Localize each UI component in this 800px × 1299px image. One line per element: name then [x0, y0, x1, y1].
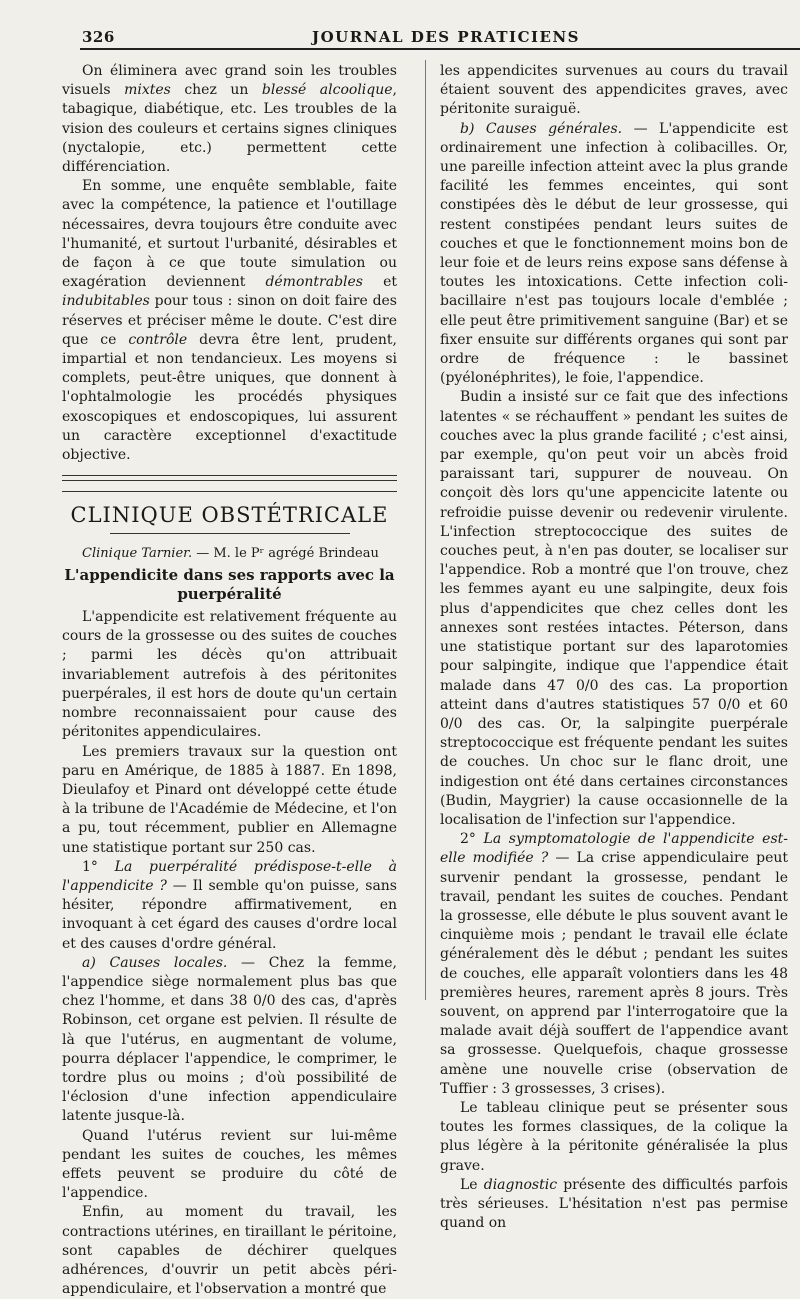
section-rule-thin — [62, 491, 397, 492]
paragraph: Le tableau clinique peut se présenter sous toutes les formes classiques, de la colique la plus légère à la péritonite généralisée la plus grave. — [440, 1099, 788, 1174]
article-subtitle: L'appendicite dans ses rapports avec la puerpéralité — [64, 565, 395, 603]
paragraph: Les premiers travaux sur la question ont paru en Amérique, de 1885 à 1887. En 1898, Dieulafoy et Pinard ont développé cette étude à la tribune de l'Académie de Médecine, et l'on a pu, tout récemment, publier en Allemagne une statistique portant sur 250 cas. — [62, 743, 397, 856]
paragraph: On éliminera avec grand soin les troubles visuels mixtes chez un blessé alcoolique, tabagique, diabétique, etc. Les troubles de la vision des couleurs et certains signes cliniques (nyctalopie, etc.) permettent cette différenciation. — [62, 63, 397, 176]
running-head: JOURNAL DES PRATICIENS — [312, 28, 580, 46]
paragraph: 1° La puerpéralité prédispose-t-elle à l'appendicite ? — Il semble qu'on puisse, sans hésiter, répondre affirmativement, en invoquant à cet égard des causes d'ordre local et des causes d'ordre général. — [62, 858, 397, 952]
right-column — [440, 62, 788, 1233]
page-header — [0, 0, 800, 50]
page-number: 326 — [82, 28, 115, 46]
left-column — [62, 62, 397, 1299]
paragraph: b) Causes générales. — L'appendicite est ordinairement une infection à colibacilles. Or, une pareille infection atteint avec la plus grande facilité les femmes enceintes, qui sont constipées dès le début de leur grossesse, qui restent constipées pendant leurs suites de couches et que le fonctionnement moins bon de leur foie et de leurs reins expose sans défense à toutes les intoxications. Cette infection coli-bacillaire n'est pas toujours locale d'emblée ; elle peut être primitivement sanguine (Bar) et se fixer ensuite sur différents organes qui sont par ordre de fréquence : le bassinet (pyélonéphrites), le foie, l'appendice. — [440, 120, 788, 387]
paragraph: L'appendicite est relativement fréquente au cours de la grossesse ou des suites de couches ; parmi les décès qu'on attribuait invariablement autrefois à des péritonites puerpérales, il est hors de doute qu'un certain nombre reconnaissaient pour cause des péritonites appendiculaires. — [62, 609, 397, 741]
section-rule-short — [110, 533, 350, 534]
article-byline: Clinique Tarnier. — M. le Pʳ agrégé Brindeau — [82, 546, 379, 562]
column-divider — [425, 60, 426, 1000]
paragraph: 2° La symptomatologie de l'appendicite est-elle modifiée ? — La crise appendiculaire peut survenir pendant la grossesse, pendant le travail, pendant les suites de couches. Pendant la grossesse, elle débute le plus souvent avant le cinquième mois ; pendant le travail elle éclate généralement dès le début ; pendant les suites de couches, elle apparaît volontiers dans les 48 premières heures, rarement après 8 jours. Très souvent, on apprend par l'interrogatoire que la malade avait déjà souffert de l'appendice avant sa grossesse. Quelquefois, chaque grossesse amène une nouvelle crise (observation de Tuffier : 3 grossesses, 3 crises). — [440, 831, 788, 1097]
header-rule — [80, 48, 800, 50]
paragraph: Enfin, au moment du travail, les contractions utérines, en tiraillant le péritoine, sont capables de déchirer quelques adhérences, d'ouvrir un petit abcès péri-appendiculaire, et l'observation a montré que — [62, 1204, 397, 1298]
paragraph: Quand l'utérus revient sur lui-même pendant les suites de couches, les mêmes effets peuvent se produire du côté de l'appendice. — [62, 1127, 397, 1202]
paragraph: Le diagnostic présente des difficultés parfois très sérieuses. L'hésitation n'est pas permise quand on — [440, 1176, 788, 1232]
paragraph: a) Causes locales. — Chez la femme, l'appendice siège normalement plus bas que chez l'homme, et dans 38 0/0 des cas, d'après Robinson, cet organe est pelvien. Il résulte de là que l'utérus, en augmentant de volume, pourra déplacer l'appendice, le comprimer, le tordre plus ou moins ; d'où possibilité de l'éclosion d'une infection appendiculaire latente jusque-là. — [62, 954, 397, 1125]
section-title: CLINIQUE OBSTÉTRICALE — [70, 503, 389, 528]
section-rule-double — [62, 475, 397, 481]
paragraph: En somme, une enquête semblable, faite avec la compétence, la patience et l'outillage nécessaires, devra toujours être conduite avec l'humanité, et surtout l'urbanité, désirables et de façon à ce que toute simulation ou exagération deviennent démontrables et indubitables pour tous : sinon on doit faire des réserves et préciser même le doute. C'est dire que ce contrôle devra être lent, prudent, impartial et non tendancieux. Les moyens si complets, peut-être uniques, que donnent à l'ophtalmologie les procédés physiques exoscopiques et endoscopiques, lui assurent un caractère exceptionnel d'exactitude objective. — [62, 178, 397, 464]
paragraph: Budin a insisté sur ce fait que des infections latentes « se réchauffent » pendant les suites de couches avec la plus grande facilité ; c'est ainsi, par exemple, qu'on peut voir un abcès froid paraissant tari, suppurer de nouveau. On conçoit dès lors qu'une appencicite latente ou refroidie puisse devenir ou redevenir virulente. L'infection streptococcique des suites de couches peut, à n'en pas douter, se localiser sur l'appendice. Rob a montré que l'on trouve, chez les femmes ayant eu une salpingite, deux fois plus d'appendicites que chez celles dont les annexes sont restées intactes. Péterson, dans une statistique portant sur des laparotomies pour salpingite, indique que l'appendice était malade dans 47 0/0 des cas. La proportion atteint dans d'autres statistiques 57 0/0 et 60 0/0 des cas. Or, la salpingite puerpérale streptococcique est fréquente pendant les suites de couches. Un choc sur le flanc droit, une indigestion ont été dans certaines circonstances (Budin, Maygrier) la cause occasionnelle de la localisation de l'infection sur l'appendice. — [440, 389, 788, 828]
paragraph: les appendicites survenues au cours du travail étaient souvent des appendicites graves, avec péritonite suraiguë. — [440, 63, 788, 118]
